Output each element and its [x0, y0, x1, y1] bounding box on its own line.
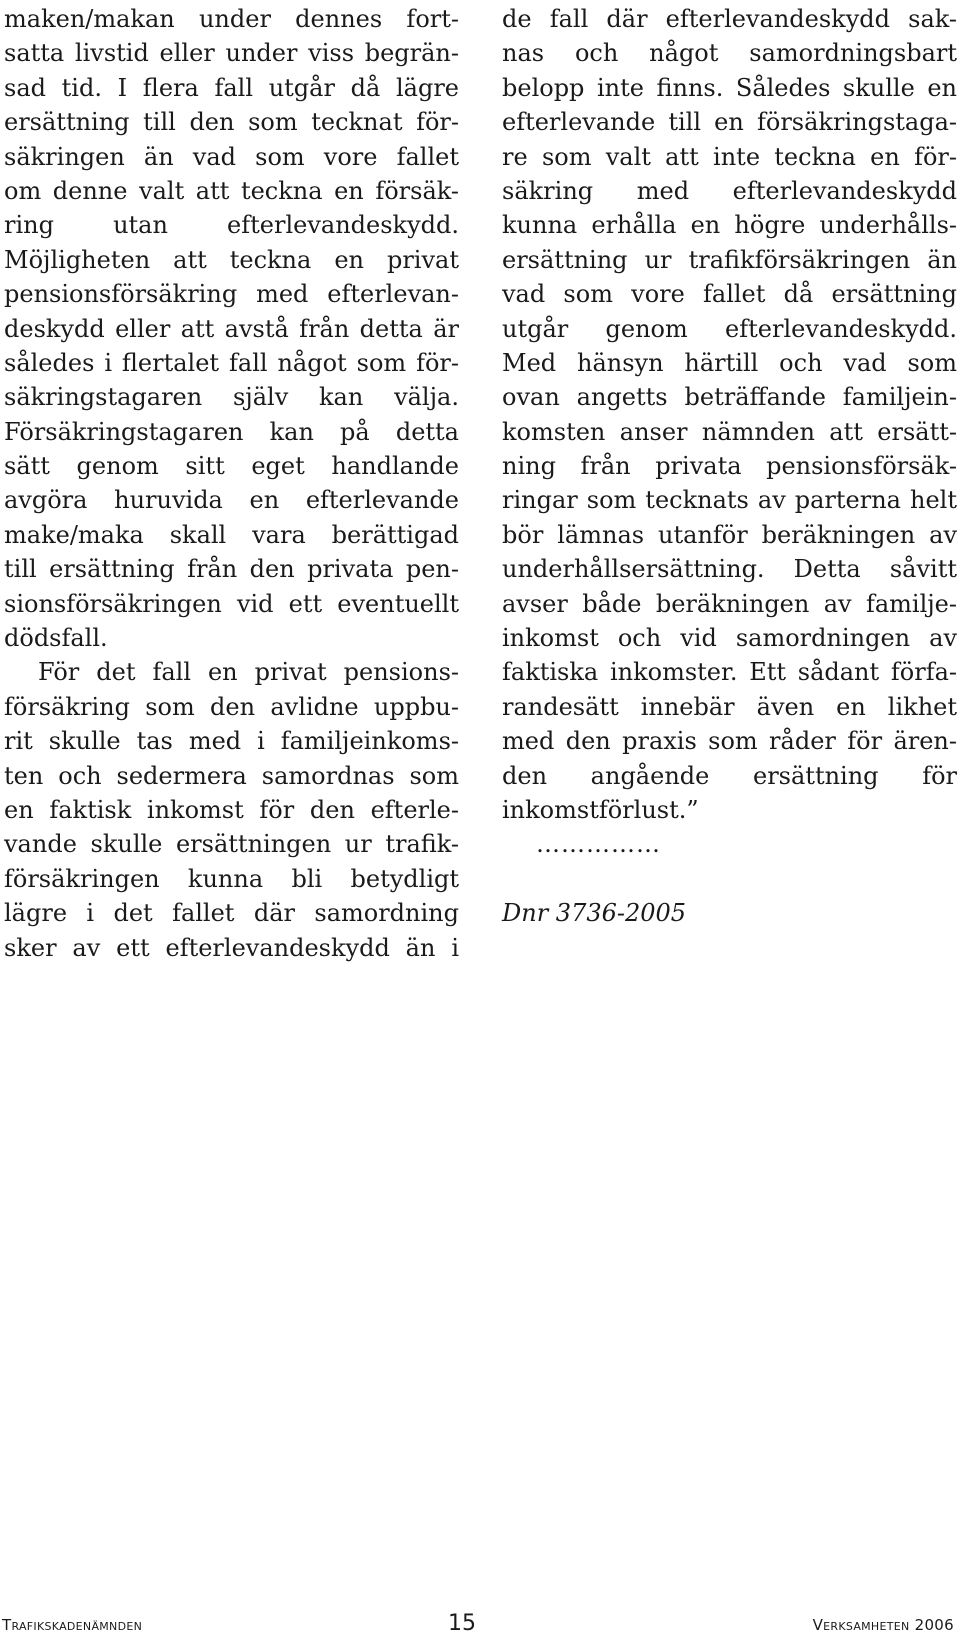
text-line: Försäkringstagaren kan på detta: [4, 417, 459, 446]
text-line: säkring med efterlevandeskydd: [502, 176, 957, 205]
text-line: nas och något samordningsbart: [502, 39, 957, 68]
text-line: pensionsförsäkring med efterlevan-: [4, 280, 459, 309]
text-line: rit skulle tas med i familjeinkoms-: [4, 727, 459, 756]
text-line: ning från privata pensionsförsäk-: [502, 452, 957, 481]
text-line: För det fall en privat pensions-: [38, 658, 459, 687]
text-line: avgöra huruvida en efterlevande: [4, 486, 459, 515]
text-line: ringar som tecknats av parterna helt: [502, 486, 957, 515]
page-number: 15: [448, 1611, 476, 1636]
right-paragraph: [502, 2, 957, 827]
text-line: säkringen än vad som vore fallet: [4, 142, 459, 171]
text-line: utgår genom efterlevandeskydd.: [502, 314, 957, 343]
text-line: försäkringen kunna bli betydligt: [4, 864, 459, 893]
text-line: belopp inte finns. Således skulle en: [502, 73, 957, 102]
text-line: till ersättning från den privata pen-: [4, 555, 459, 584]
text-line: maken/makan under dennes fort-: [4, 5, 459, 33]
text-line: en faktisk inkomst för den efterle-: [4, 795, 459, 824]
text-line: den angående ersättning för: [502, 761, 957, 790]
right-text-column: [502, 2, 957, 930]
text-line: de fall där efterlevandeskydd sak-: [502, 5, 957, 33]
text-line: underhållsersättning. Detta såvitt: [502, 555, 957, 584]
footer-publisher: Trafikskadenämnden: [2, 1616, 143, 1634]
text-line: om denne valt att teckna en försäk-: [4, 176, 459, 205]
text-line: Med hänsyn härtill och vad som: [502, 348, 957, 377]
text-line: försäkring som den avlidne uppbu-: [4, 692, 459, 721]
page-footer: [0, 1606, 960, 1636]
text-line: vande skulle ersättningen ur trafik-: [4, 830, 459, 859]
text-line: sker av ett efterlevandeskydd än i: [4, 933, 459, 962]
text-line: ersättning till den som tecknat för-: [4, 108, 459, 137]
text-line: satta livstid eller under viss begrän-: [4, 39, 459, 68]
text-line: således i flertalet fall något som för-: [4, 348, 459, 377]
text-line: bör lämnas utanför beräkningen av: [502, 520, 957, 549]
text-line: dödsfall.: [4, 624, 108, 653]
text-line: avser både beräkningen av familje-: [502, 589, 957, 618]
text-line: ring utan efterlevandeskydd.: [4, 211, 459, 240]
ellipsis-separator: ……………: [536, 830, 661, 859]
text-line: sionsförsäkringen vid ett eventuellt: [4, 589, 459, 618]
text-line: ten och sedermera samordnas som: [4, 761, 459, 790]
text-line: ersättning ur trafikförsäkringen än: [502, 245, 957, 274]
text-line: lägre i det fallet där samordning: [4, 899, 459, 928]
text-line: kunna erhålla en högre underhålls-: [502, 211, 957, 240]
text-line: deskydd eller att avstå från detta är: [4, 314, 459, 343]
text-line: med den praxis som råder för ären-: [502, 727, 957, 756]
text-line: inkomst och vid samordningen av: [502, 624, 957, 653]
text-line: faktiska inkomster. Ett sådant förfa-: [502, 658, 957, 687]
text-line: re som valt att inte teckna en för-: [502, 142, 957, 171]
text-line: vad som vore fallet då ersättning: [502, 280, 957, 309]
left-text-column: [4, 2, 459, 965]
text-line: Möjligheten att teckna en privat: [4, 245, 459, 274]
text-line: make/maka skall vara berättigad: [4, 520, 459, 549]
text-line: ovan angetts beträffande familjein-: [502, 383, 957, 412]
text-line: komsten anser nämnden att ersätt-: [502, 417, 957, 446]
case-number: Dnr 3736-2005: [502, 898, 687, 927]
text-line: säkringstagaren själv kan välja.: [4, 383, 459, 412]
footer-report-title: Verksamheten 2006: [812, 1616, 954, 1634]
text-line: inkomstförlust.”: [502, 795, 699, 824]
text-line: sad tid. I flera fall utgår då lägre: [4, 73, 459, 102]
text-line: randesätt innebär även en likhet: [502, 692, 957, 721]
text-line: efterlevande till en försäkringstaga-: [502, 108, 957, 137]
text-line: sätt genom sitt eget handlande: [4, 452, 459, 481]
